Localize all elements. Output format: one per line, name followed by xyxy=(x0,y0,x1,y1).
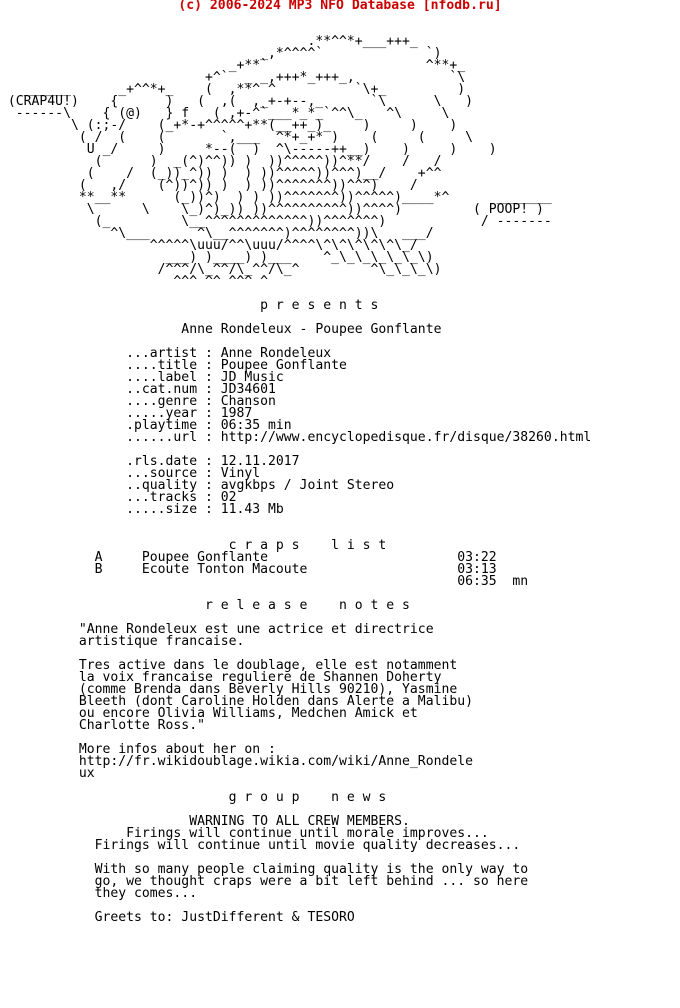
nfo-line: ..quality : avgkbps / Joint Stereo xyxy=(0,478,395,493)
nfo-line: artistique francaise. xyxy=(0,634,245,649)
nfo-line: \ (:;-/ (_+*-+^^^^^+**(__++_)_ ) ) ) xyxy=(0,118,458,133)
nfo-line: ___) )____) )___ ^_\_\_\_\_\_\) xyxy=(0,250,434,265)
nfo-line: A Poupee Gonflante 03:22 xyxy=(0,550,497,565)
nfo-line: (comme Brenda dans Beverly Hills 90210), Yasmine xyxy=(0,682,458,697)
nfodb-copyright-header: (c) 2006-2024 MP3 NFO Database [nfodb.ru] xyxy=(178,0,502,13)
nfo-line: ....title : Poupee Gonflante xyxy=(0,358,347,373)
nfo-line: ....genre : Chanson xyxy=(0,394,276,409)
nfo-line: ^^^ ^^ ^^^ ^ xyxy=(0,274,269,289)
nfo-line: g r o u p n e w s xyxy=(0,790,387,805)
nfo-line: ou encore Olivia Williams, Medchen Amick et xyxy=(0,706,418,721)
nfo-line: .playtime : 06:35 min xyxy=(0,418,292,433)
nfo-line: WARNING TO ALL CREW MEMBERS. xyxy=(0,814,410,829)
nfo-line: .....size : 11.43 Mb xyxy=(0,502,284,517)
nfo-line: ______ _+^^*+_ ( ,**^ ^ `\+_ ) xyxy=(0,82,466,97)
nfo-line: +^` _ _,+++*_+++_, `\ xyxy=(0,70,466,85)
nfo-line: (_ \__^^^^^^^^^^^^^))^^^^^^^) / ------- xyxy=(0,214,552,229)
nfo-line: .rls.date : 12.11.2017 xyxy=(0,454,300,469)
nfo-line: Firings will continue until movie quality decreases... xyxy=(0,838,521,853)
nfo-line: 06:35 mn xyxy=(0,574,529,589)
nfo-line: /^^^/\_^^/\_^^/\_^ ^\_\_\_\) xyxy=(0,262,442,277)
nfo-line xyxy=(0,12,680,24)
nfo-line: c r a p s l i s t xyxy=(0,538,387,553)
nfo-line: ( ) _(^)^^)) ) ))^^^^^))^**/ / / xyxy=(0,154,442,169)
nfo-line: r e l e a s e n o t e s xyxy=(0,598,410,613)
nfo-line: _,*^^^^` `) xyxy=(0,46,442,61)
nfo-line: _+**` ^**+_ xyxy=(0,58,466,73)
nfo-line: ^^^^^\uuu/^^\uuu/^^^^\^\^\^\^\^\_/ xyxy=(0,238,418,253)
nfo-line: ...artist : Anne Rondeleux xyxy=(0,346,332,361)
nfo-line: "Anne Rondeleux est une actrice et directrice xyxy=(0,622,434,637)
nfo-line: ( ,/ (^))^)) ) ) ))^^^^^^^))^^^) / xyxy=(0,178,418,193)
nfo-line: p r e s e n t s xyxy=(0,298,379,313)
nfo-line: Firings will continue until morale improves... xyxy=(0,826,489,841)
nfo-line: More infos about her on : xyxy=(0,742,276,757)
nfo-line: http://fr.wikidoublage.wikia.com/wiki/Anne_Rondele xyxy=(0,754,473,769)
nfo-line: \ \ \_)^)_)) ))^^^^^^^^^^))^^^^) ( POOP! ) xyxy=(0,202,544,217)
nfo-line: ..cat.num : JD34601 xyxy=(0,382,276,397)
nfo-line: Charlotte Ross." xyxy=(0,718,205,733)
nfo-line: (CRAP4U!) { ) ( ,( ,_+-+--,_ `\ \ ) xyxy=(0,94,473,109)
nfo-line: la voix francaise reguliere de Shannen Doherty xyxy=(0,670,442,685)
nfo-line: ( / (_))_^)) ) ) ))^^^^^))^^^)__/ +^^ xyxy=(0,166,442,181)
nfo-line: B Ecoute Tonton Macoute 03:13 xyxy=(0,562,497,577)
nfo-line: go, we thought craps were a bit left behind ... so here xyxy=(0,874,529,889)
nfo-line: they comes... xyxy=(0,886,198,901)
nfo-line: U _/ ) *--( ) ^\-----++__) ) ) ) xyxy=(0,142,497,157)
nfo-line: Greets to: JustDifferent & TESORO xyxy=(0,910,355,925)
nfo-line: ......url : http://www.encyclopedisque.fr/disque/38260.html xyxy=(0,430,592,445)
nfo-line: Tres active dans le doublage, elle est notamment xyxy=(0,658,458,673)
nfo-body xyxy=(0,12,680,924)
nfo-line: .....year : 1987 xyxy=(0,406,253,421)
nfo-line: Bleeth (dont Caroline Holden dans Alerte a Malibu) xyxy=(0,694,473,709)
nfo-line: ....label : JD Music xyxy=(0,370,284,385)
nfo-line: ...source : Vinyl xyxy=(0,466,261,481)
nfo-line: Anne Rondeleux - Poupee Gonflante xyxy=(0,322,442,337)
nfo-line: ...tracks : 02 xyxy=(0,490,237,505)
nfo-line: ------\ { (@) } f ( ,+-^`___*_*_`^^\_ ^\ \ xyxy=(0,106,450,121)
nfo-line xyxy=(0,516,680,528)
nfo-line: .**^^*+___+++_ xyxy=(0,34,418,49)
nfo-line: ^\___ ^\__^^^^^^^)^^^^^^^^))\ ___/ xyxy=(0,226,434,241)
nfo-line: ux xyxy=(0,766,95,781)
nfo-line: ( / ( ( `,___ ^*+_+* ) ( ( \ xyxy=(0,130,473,145)
nfo-line: With so many people claiming quality is the only way to xyxy=(0,862,529,877)
nfo-line: **__** (_))^) ) ) ))^^^^^^^))^^^^^)____*^ _______ xyxy=(0,190,552,205)
